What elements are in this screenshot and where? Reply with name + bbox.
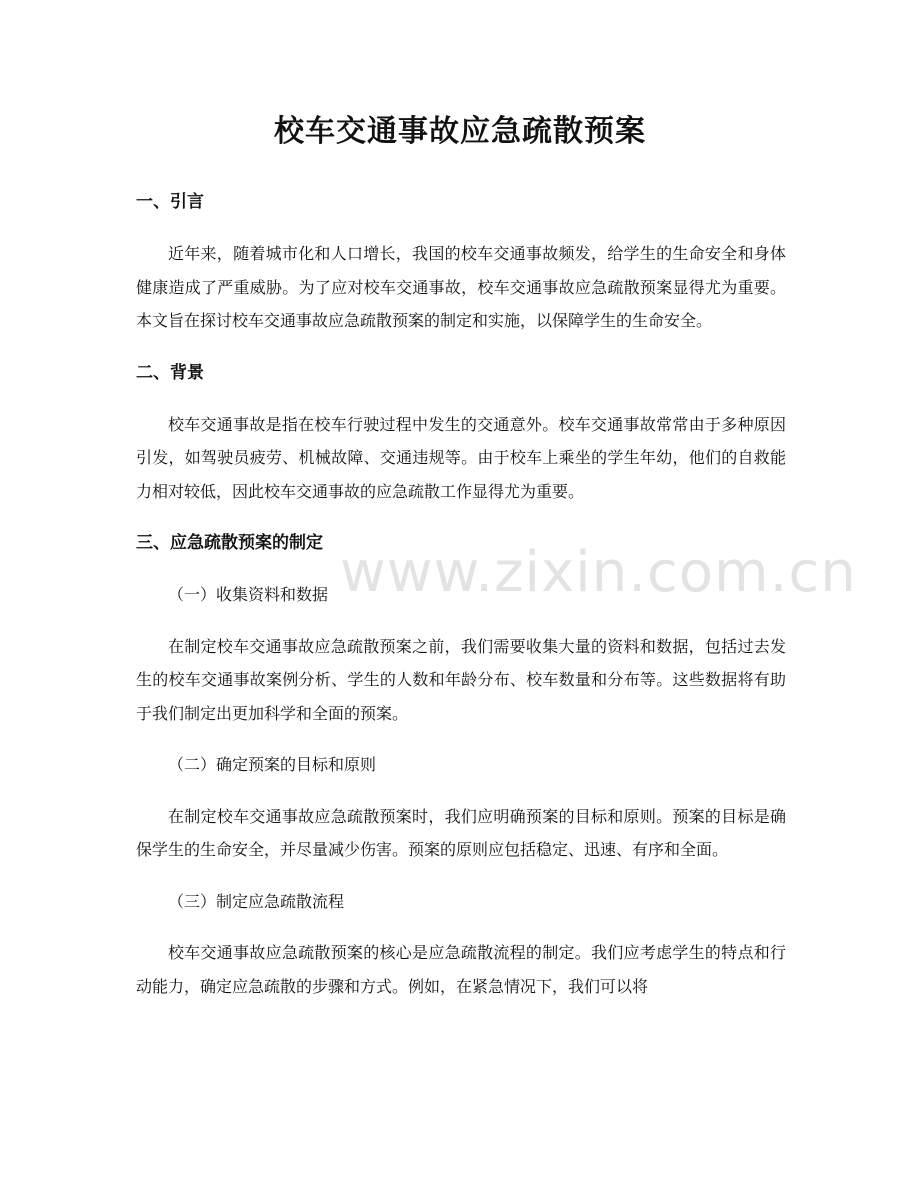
paragraph: 在制定校车交通事故应急疏散预案之前，我们需要收集大量的资料和数据，包括过去发生的校车交通事故案例分析、学生的人数和年龄分布、校车数量和分布等。这些数据将有助于我们制定出更加科学和全面的预案。 bbox=[136, 636, 786, 723]
paragraph: 校车交通事故应急疏散预案的核心是应急疏散流程的制定。我们应考虑学生的特点和行动能力，确定应急疏散的步骤和方式。例如，在紧急情况下，我们可以将 bbox=[136, 943, 786, 996]
watermark: www.zixin.com.cn bbox=[340, 540, 857, 605]
paragraph: 近年来，随着城市化和人口增长，我国的校车交通事故频发，给学生的生命安全和身体健康造成了严重威胁。为了应对校车交通事故，校车交通事故应急疏散预案显得尤为重要。本文旨在探讨校车交通事故应急疏散预案的制定和实施，以保障学生的生命安全。 bbox=[136, 244, 786, 330]
section-introduction bbox=[136, 185, 786, 338]
section-background bbox=[136, 356, 786, 509]
document-title: 校车交通事故应急疏散预案 bbox=[274, 114, 646, 149]
paragraph: 在制定校车交通事故应急疏散预案时，我们应明确预案的目标和原则。预案的目标是确保学生的生命安全，并尽量减少伤害。预案的原则应包括稳定、迅速、有序和全面。 bbox=[136, 806, 786, 859]
section-heading: 一、引言 bbox=[136, 192, 204, 212]
subsection-title: （一）收集资料和数据 bbox=[168, 585, 329, 604]
subsection-title: （二）确定预案的目标和原则 bbox=[168, 755, 377, 774]
section-heading: 二、背景 bbox=[136, 362, 204, 383]
section-plan-formulation bbox=[136, 526, 786, 1003]
paragraph: 校车交通事故是指在校车行驶过程中发生的交通意外。校车交通事故常常由于多种原因引发，如驾驶员疲劳、机械故障、交通违规等。由于校车上乘坐的学生年幼，他们的自救能力相对较低，因此校车交通事故的应急疏散工作显得尤为重要。 bbox=[136, 414, 786, 501]
document-body bbox=[136, 185, 786, 1021]
section-heading: 三、应急疏散预案的制定 bbox=[136, 533, 323, 553]
subsection-title: （三）制定应急疏散流程 bbox=[168, 891, 345, 911]
